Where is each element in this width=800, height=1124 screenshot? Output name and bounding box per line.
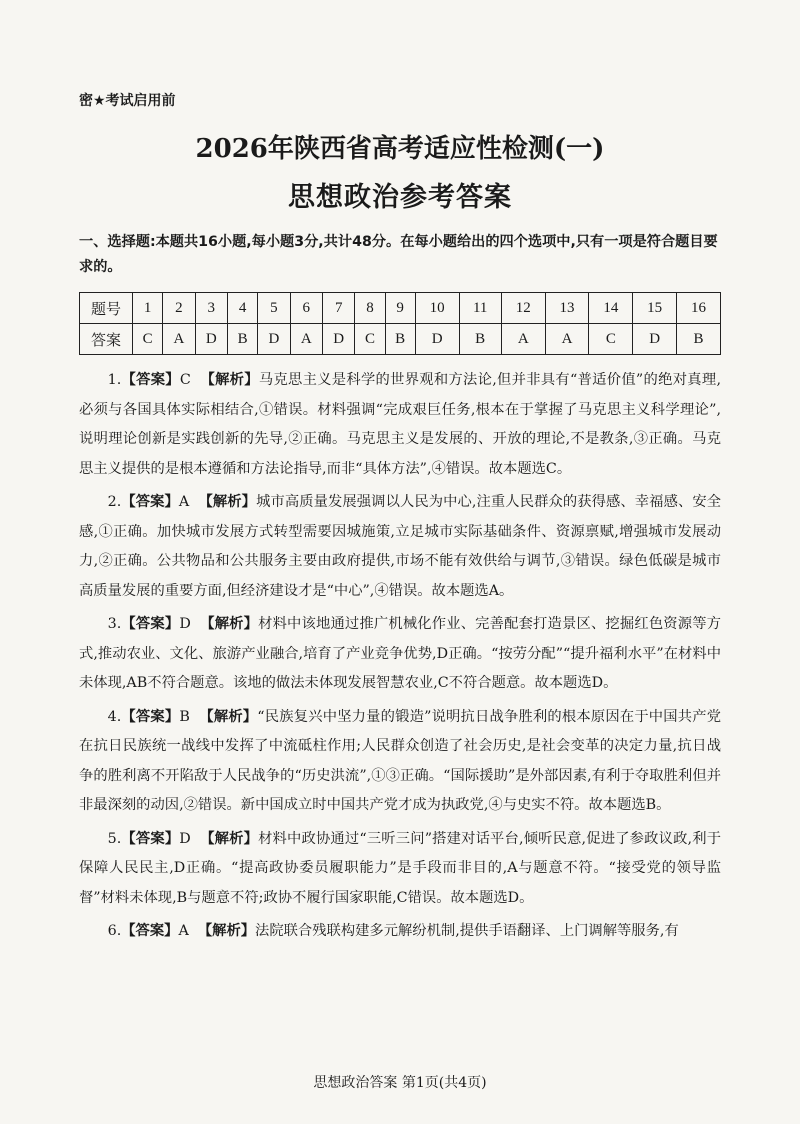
answer-cell: B (385, 324, 415, 355)
answer-cell: D (258, 324, 290, 355)
item-answer: A (178, 494, 190, 510)
item-text: 材料中政协通过“三听三问”搭建对话平台,倾听民意,促进了参政议政,利于保障人民民主,D正确。“提高政协委员履职能力”是手段而非目的,A与题意不符。“接受党的领导监督”材料未体现,B与题意不符;政协不履行国家职能,C错误。故本题选D。 (79, 830, 722, 906)
item-text: 马克思主义是科学的世界观和方法论,但并非具有“普适价值”的绝对真理,必须与各国具体实际相结合,①错误。材料强调“完成艰巨任务,根本在于掌握了马克思主义科学理论”,说明理论创新是实践创新的先导,②正确。马克思主义是发展的、开放的理论,不是教条,③正确。马克思主义提供的是根本遵循和方法论指导,而非“具体方法”,④错误。故本题选C。 (79, 372, 721, 477)
answer-cell: D (633, 324, 677, 355)
explanation-item-3 (79, 610, 721, 699)
answer-label: 【答案】 (121, 923, 179, 939)
page-subtitle: 思想政治参考答案 (288, 182, 512, 213)
analysis-label: 【解析】 (200, 616, 259, 632)
explanations (79, 366, 721, 951)
analysis-label: 【解析】 (197, 923, 256, 939)
row-label-answer: 答案 (80, 324, 133, 355)
question-number-cell: 11 (459, 293, 501, 324)
question-number-cell: 1 (133, 293, 163, 324)
question-number-cell: 10 (415, 293, 459, 324)
analysis-label: 【解析】 (199, 708, 258, 725)
answer-cell: A (545, 324, 589, 355)
confidential-mark: 密★考试启用前 (79, 93, 176, 109)
explanation-item-1 (79, 366, 721, 484)
item-text: 材料中该地通过推广机械化作业、完善配套打造景区、挖掘红色资源等方式,推动农业、文化、旅游产业融合,培育了产业竞争优势,D正确。“按劳分配”“提升福利水平”在材料中未体现,AB不符合题意。该地的做法未体现发展智慧农业,C不符合题意。故本题选D。 (79, 616, 722, 691)
question-number-cell: 5 (258, 293, 290, 324)
answer-cell: B (677, 324, 721, 355)
answer-cell: A (163, 324, 195, 355)
answer-cell: C (133, 324, 163, 355)
row-label-number: 题号 (80, 293, 133, 324)
item-number: 3. (107, 616, 122, 632)
item-text: 城市高质量发展强调以人民为中心,注重人民群众的获得感、幸福感、安全感,①正确。加快城市发展方式转型需要因城施策,立足城市实际基础条件、资源禀赋,增强城市发展动力,②正确。公共物品和公共服务主要由政府提供,市场不能有效供给与调节,③错误。绿色低碳是城市高质量发展的重要方面,但经济建设才是“中心”,④错误。故本题选A。 (79, 494, 722, 599)
item-answer: B (179, 708, 190, 725)
analysis-label: 【解析】 (200, 830, 259, 847)
item-number: 4. (107, 708, 122, 725)
answer-cell: D (415, 324, 459, 355)
analysis-label: 【解析】 (200, 372, 259, 388)
answer-label: 【答案】 (121, 494, 179, 510)
question-number-cell: 13 (545, 293, 589, 324)
analysis-label: 【解析】 (198, 494, 257, 510)
question-number-cell: 16 (677, 293, 721, 324)
answer-cell: C (355, 324, 385, 355)
question-number-cell: 9 (385, 293, 415, 324)
answer-cell: D (195, 324, 227, 355)
question-number-cell: 4 (228, 293, 258, 324)
item-answer: D (179, 830, 191, 847)
section-instructions: 一、选择题:本题共16小题,每小题3分,共计48分。在每小题给出的四个选项中,只有一项是符合题目要求的。 (79, 234, 718, 275)
explanation-item-6 (79, 917, 721, 947)
explanation-item-2 (79, 488, 721, 606)
answer-cell: B (228, 324, 258, 355)
answer-label: 【答案】 (121, 616, 180, 632)
item-answer: D (179, 616, 191, 632)
item-number: 5. (107, 830, 122, 847)
answer-label: 【答案】 (121, 372, 180, 388)
question-number-cell: 3 (195, 293, 227, 324)
question-number-cell: 15 (633, 293, 677, 324)
question-number-cell: 8 (355, 293, 385, 324)
item-text: “民族复兴中坚力量的锻造”说明抗日战争胜利的根本原因在于中国共产党在抗日民族统一战线中发挥了中流砥柱作用;人民群众创造了社会历史,是社会变革的决定力量,抗日战争的胜利离不开陷敌于人民战争的“历史洪流”,①③正确。“国际援助”是外部因素,有利于夺取胜利但并非最深刻的动因,②错误。新中国成立时中国共产党才成为执政党,④与史实不符。故本题选B。 (79, 708, 722, 813)
answer-label: 【答案】 (121, 708, 180, 725)
answer-cell: C (589, 324, 633, 355)
item-number: 2. (107, 494, 122, 510)
answer-cell: A (501, 324, 545, 355)
answer-label: 【答案】 (121, 830, 180, 847)
question-number-cell: 2 (163, 293, 195, 324)
explanation-item-4 (79, 703, 721, 821)
page-title: 2026年陕西省高考适应性检测(一) (195, 134, 605, 164)
item-number: 1. (107, 372, 122, 388)
question-number-row (80, 293, 721, 324)
answer-table (79, 292, 721, 355)
page-footer: 思想政治答案 第1页(共4页) (313, 1075, 487, 1091)
item-number: 6. (107, 923, 122, 939)
question-number-cell: 7 (323, 293, 355, 324)
answer-cell: B (459, 324, 501, 355)
item-text: 法院联合残联构建多元解纷机制,提供手语翻译、上门调解等服务,有 (255, 923, 679, 939)
question-number-cell: 14 (589, 293, 633, 324)
item-answer: A (178, 923, 189, 939)
question-number-cell: 6 (290, 293, 322, 324)
explanation-item-5 (79, 825, 721, 914)
answer-row (80, 324, 721, 355)
answer-cell: D (323, 324, 355, 355)
answer-cell: A (290, 324, 322, 355)
question-number-cell: 12 (501, 293, 545, 324)
item-answer: C (179, 372, 191, 388)
